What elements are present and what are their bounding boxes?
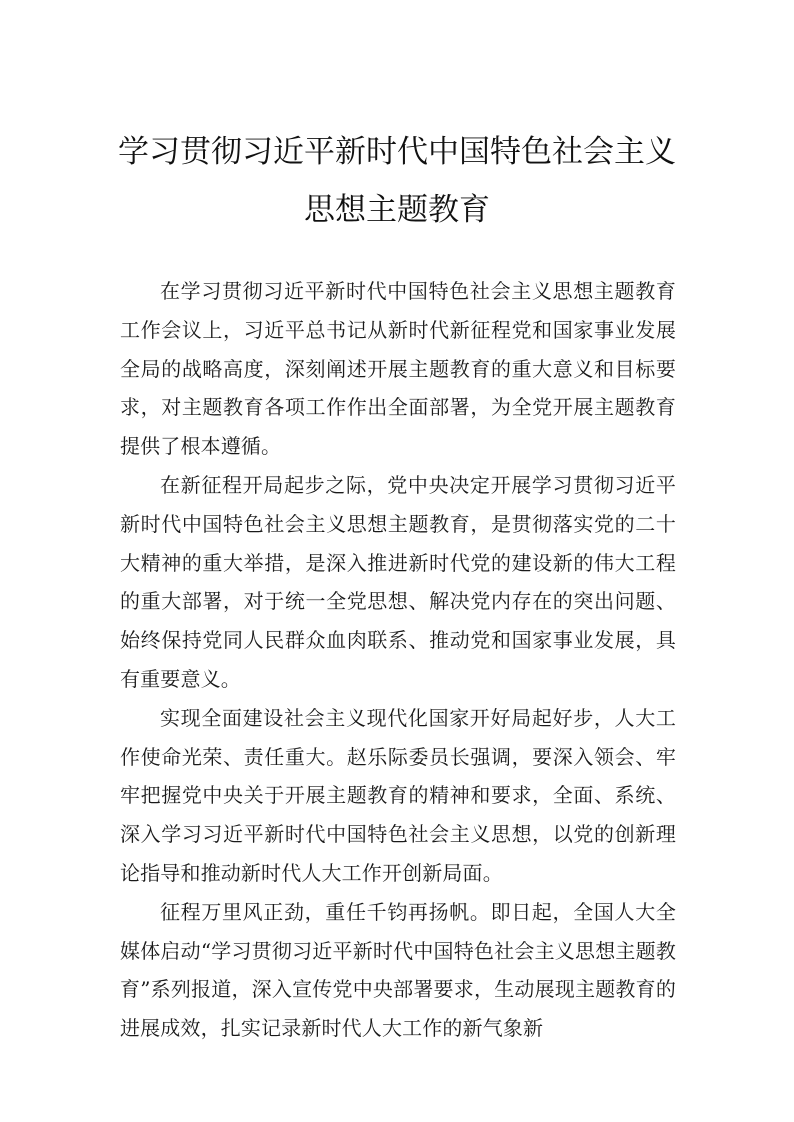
paragraph-4: 征程万里风正劲，重任千钧再扬帆。即日起，全国人大全媒体启动“学习贯彻习近平新时代中国特色社会主义思想主题教育”系列报道，深入宣传党中央部署要求，生动展现主题教育的进展成效，扎实记录新时代人大工作的新气象新 [120,899,676,1041]
document-title-line-1: 学习贯彻习近平新时代中国特色社会主义 [118,134,676,170]
paragraph-3: 实现全面建设社会主义现代化国家开好局起好步，人大工作使命光荣、责任重大。赵乐际委员长强调，要深入领会、牢牢把握党中央关于开展主题教育的精神和要求，全面、系统、深入学习习近平新时代中国特色社会主义思想，以党的创新理论指导和推动新时代人大工作开创新局面。 [120,705,676,885]
document-title-line-2: 思想主题教育 [304,192,490,228]
document-body [120,272,676,1048]
paragraph-2: 在新征程开局起步之际，党中央决定开展学习贯彻习近平新时代中国特色社会主义思想主题教育，是贯彻落实党的二十大精神的重大举措，是深入推进新时代党的建设新的伟大工程的重大部署，对于统一全党思想、解决党内存在的突出问题、始终保持党同人民群众血肉联系、推动党和国家事业发展，具有重要意义。 [120,472,676,691]
paragraph-1: 在学习贯彻习近平新时代中国特色社会主义思想主题教育工作会议上，习近平总书记从新时代新征程党和国家事业发展全局的战略高度，深刻阐述开展主题教育的重大意义和目标要求，对主题教育各项工作作出全面部署，为全党开展主题教育提供了根本遵循。 [120,279,676,459]
